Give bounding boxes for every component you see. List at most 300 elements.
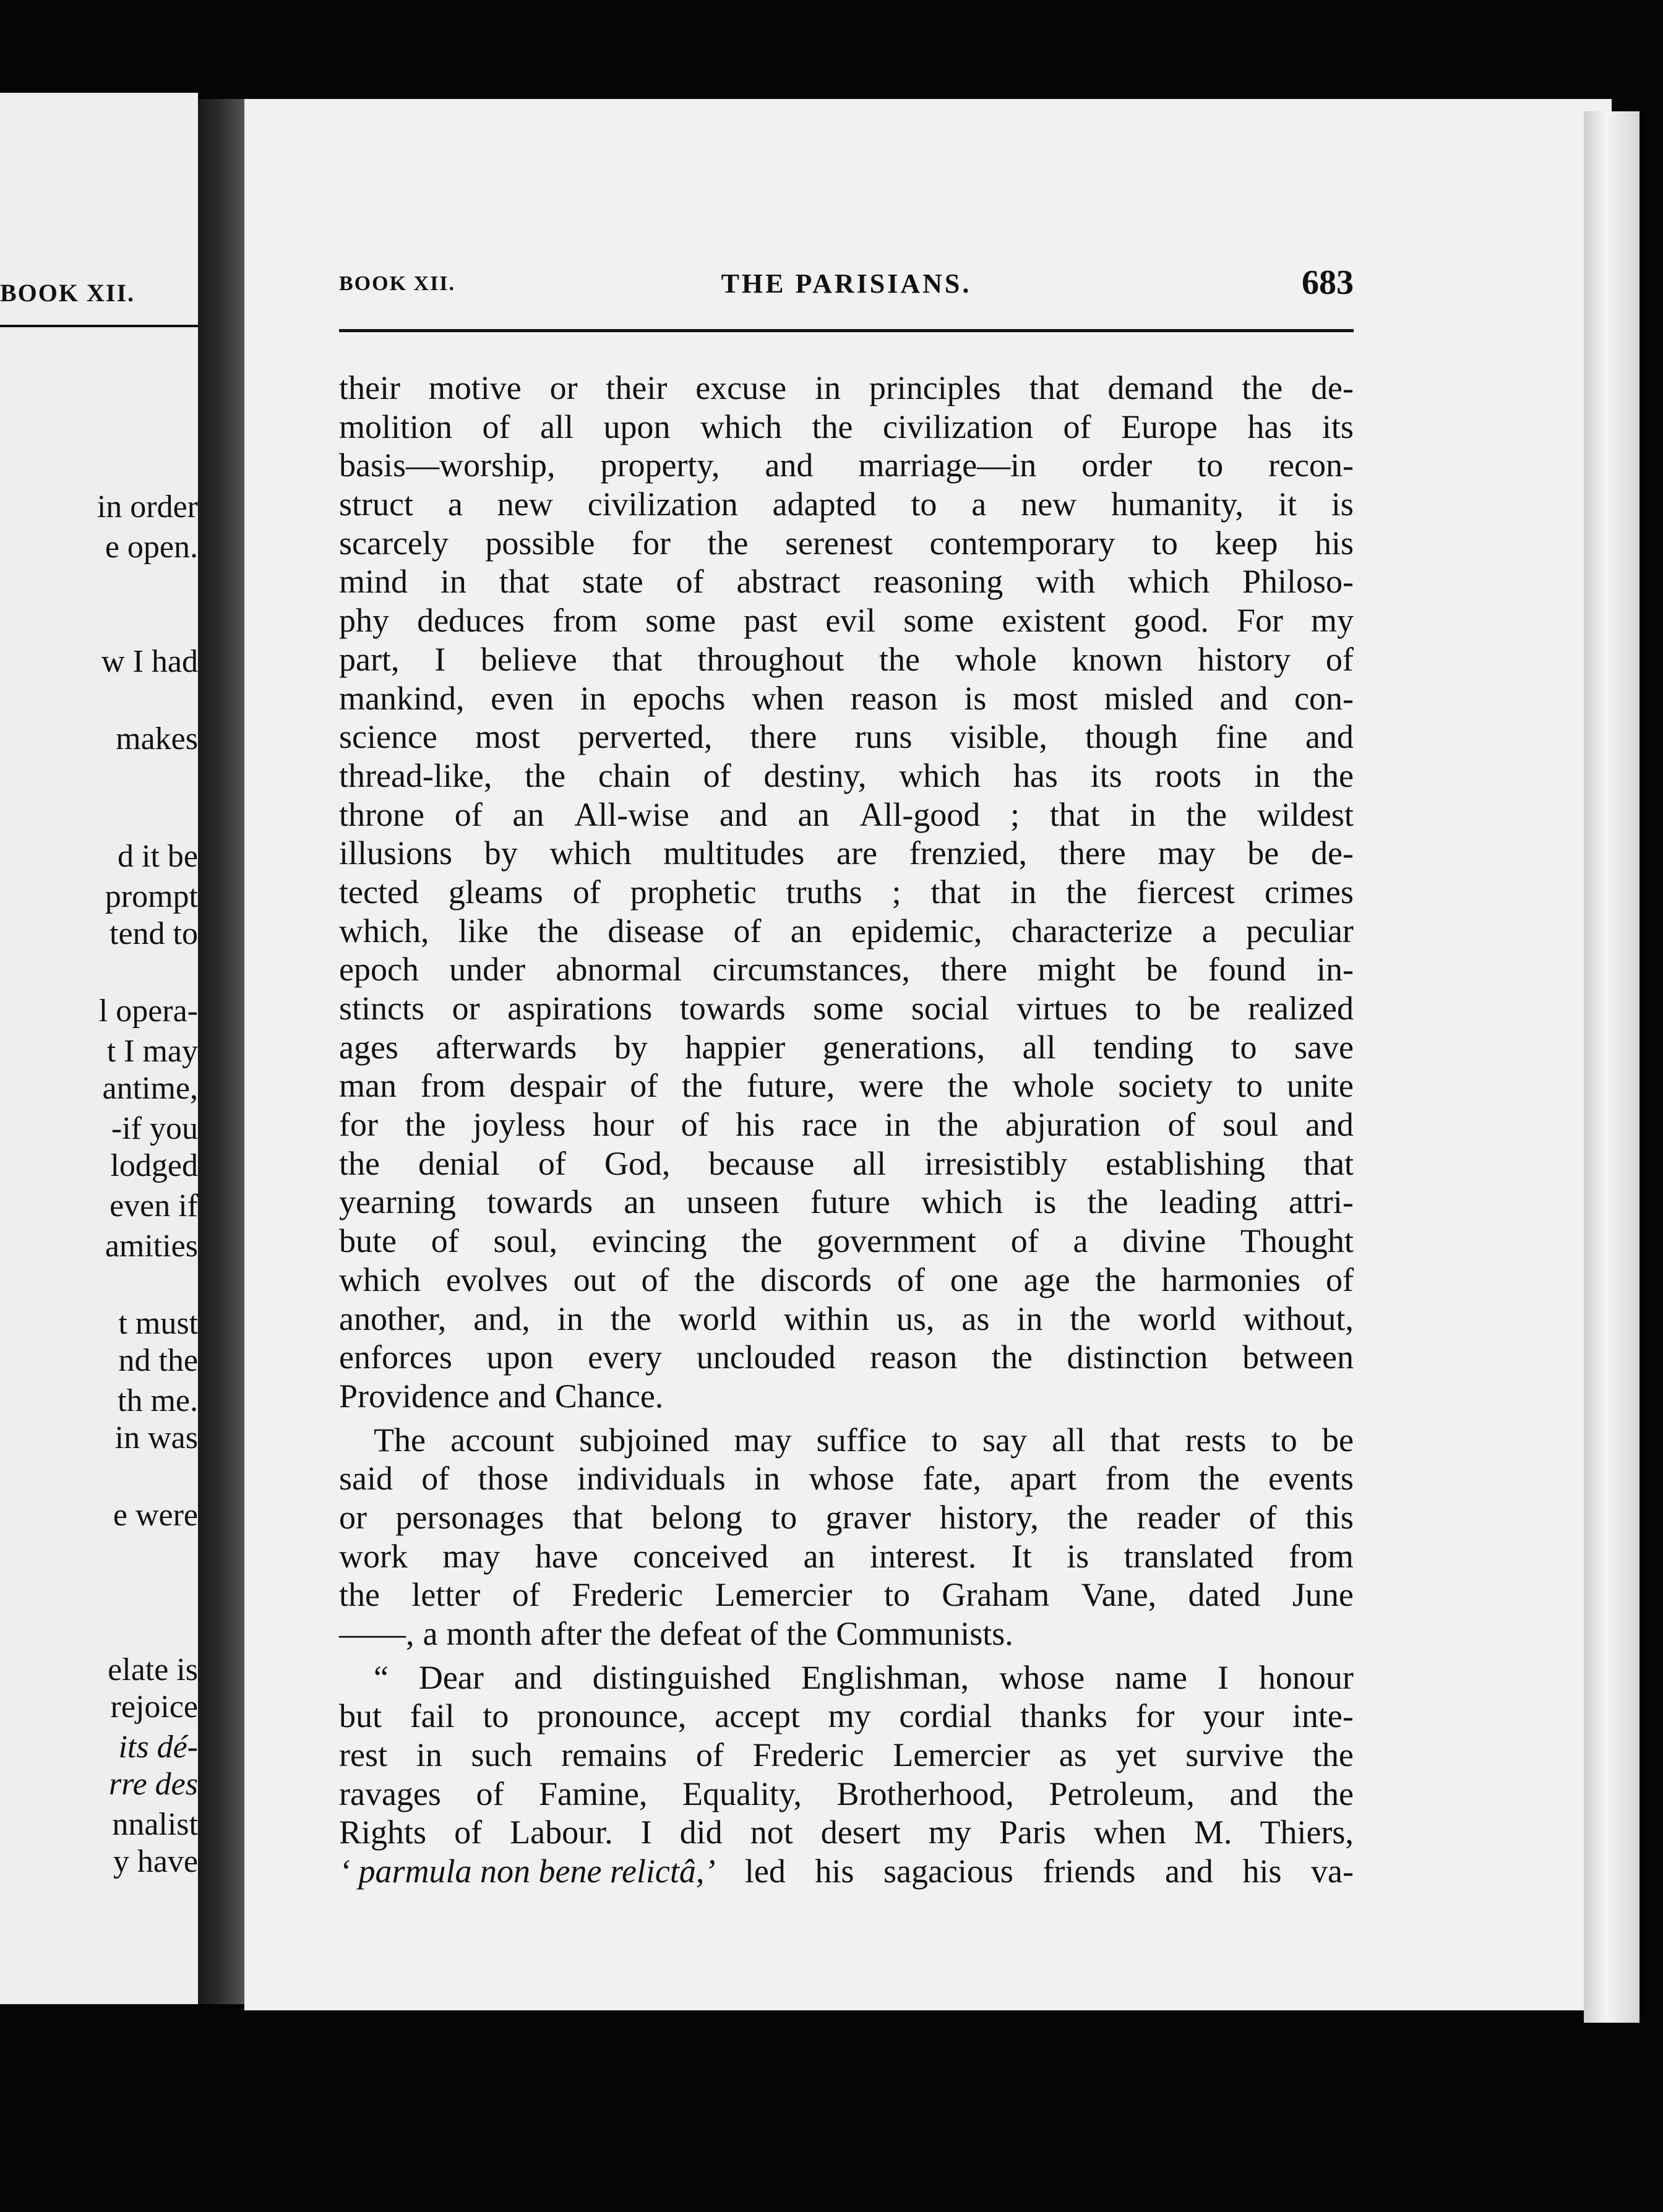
word: Chance. — [554, 1377, 664, 1415]
word: from — [420, 1067, 486, 1105]
word: to — [1197, 447, 1224, 484]
word: the — [1095, 1261, 1137, 1298]
body-text — [339, 369, 1354, 1891]
word: rests — [1185, 1421, 1247, 1459]
word: under — [449, 951, 526, 988]
word: belong — [651, 1498, 742, 1536]
left-page-fragment: nnalist — [112, 1807, 198, 1842]
word: basis—worship, — [339, 447, 556, 484]
word: is — [964, 679, 987, 717]
word: found — [1208, 951, 1286, 988]
text-line — [339, 1658, 1354, 1697]
word: were — [859, 1067, 924, 1105]
word: the — [525, 757, 566, 794]
word: fate, — [922, 1460, 981, 1498]
word: has — [1247, 408, 1292, 445]
word: de- — [1310, 834, 1354, 872]
word: stincts — [339, 990, 425, 1027]
text-line — [339, 950, 1354, 989]
word: there — [1059, 834, 1126, 872]
word: of — [421, 1460, 450, 1498]
word: that — [1304, 1144, 1354, 1182]
word: The — [374, 1421, 426, 1459]
word: leading — [1159, 1183, 1258, 1221]
word: save — [1294, 1028, 1354, 1066]
word: the — [610, 1300, 651, 1337]
word: Englishman, — [801, 1658, 969, 1696]
word: of — [1248, 1498, 1277, 1536]
left-page-fragment: tend to — [110, 916, 198, 951]
word: molition — [339, 408, 453, 445]
left-page-fragment: rre des — [109, 1767, 198, 1802]
word: upon — [603, 408, 671, 445]
word: enforces — [339, 1339, 452, 1376]
word: age — [1023, 1261, 1070, 1298]
word: possible — [485, 524, 595, 562]
text-line — [339, 1775, 1354, 1814]
word: of — [572, 873, 601, 911]
text-line — [339, 718, 1354, 757]
word: perverted, — [577, 718, 713, 756]
word: to — [1271, 1421, 1297, 1459]
word: when — [1093, 1814, 1166, 1851]
word: the — [812, 408, 853, 445]
word: runs — [854, 718, 913, 756]
word: of — [695, 1736, 724, 1774]
word: struct — [339, 486, 413, 523]
word: from — [1288, 1537, 1354, 1575]
word: his — [1314, 524, 1354, 562]
word: to — [1231, 1028, 1257, 1066]
word: future — [810, 1183, 890, 1221]
word: and — [719, 795, 768, 833]
word: serenest — [785, 524, 893, 562]
word: of — [896, 1261, 925, 1298]
word: remains — [561, 1736, 668, 1774]
word: happier — [685, 1028, 786, 1066]
word: defeat — [660, 1615, 742, 1652]
word: Lemercier — [715, 1576, 853, 1614]
word: excuse — [695, 369, 787, 406]
word: that — [1110, 1421, 1161, 1459]
word: keep — [1214, 524, 1278, 562]
word: destiny, — [763, 757, 867, 794]
text-line — [339, 1222, 1354, 1261]
word: whose — [999, 1658, 1085, 1696]
word: of — [482, 408, 510, 445]
word: the — [741, 1222, 783, 1260]
text-line — [339, 1028, 1354, 1067]
word: whose — [809, 1460, 895, 1498]
text-line — [339, 1813, 1354, 1852]
word: to — [483, 1697, 509, 1735]
word: motive — [428, 369, 522, 406]
word: deduces — [417, 602, 525, 640]
text-line — [339, 834, 1354, 873]
word: after — [540, 1615, 602, 1652]
word: one — [950, 1261, 999, 1298]
word: future, — [746, 1067, 835, 1105]
word: the — [610, 1615, 651, 1652]
word: the — [339, 1576, 380, 1614]
word: part, — [339, 640, 400, 678]
word: between — [1242, 1339, 1354, 1376]
left-page-fragment: rejoice — [110, 1689, 198, 1725]
word: month — [446, 1615, 532, 1652]
word: society — [1118, 1067, 1213, 1105]
word: the — [682, 1067, 723, 1105]
word: hour — [592, 1106, 654, 1144]
word: recon- — [1268, 447, 1354, 484]
word: Labour. — [510, 1814, 613, 1851]
word: Providence — [339, 1377, 489, 1415]
word: June — [1292, 1576, 1354, 1614]
word: is — [1067, 1537, 1089, 1575]
text-line — [339, 757, 1354, 795]
book-gutter — [198, 99, 247, 2004]
text-line — [339, 873, 1354, 912]
word: might — [1038, 951, 1116, 988]
word: that — [1029, 369, 1080, 406]
word: an — [624, 1183, 656, 1221]
word: some — [645, 602, 716, 640]
word: my — [928, 1814, 971, 1851]
word: in — [814, 369, 841, 406]
word: the — [947, 1067, 989, 1105]
word: an — [512, 795, 544, 833]
word: that — [572, 1498, 623, 1536]
word: science — [339, 718, 437, 756]
word: reason — [870, 1339, 958, 1376]
word: did — [679, 1814, 723, 1851]
word: and — [1219, 679, 1268, 717]
word: virtues — [1016, 990, 1108, 1027]
word: Thiers, — [1260, 1814, 1354, 1851]
word: honour — [1258, 1658, 1354, 1696]
word: their — [339, 369, 400, 406]
word: his — [1242, 1853, 1282, 1890]
word: For — [1236, 602, 1283, 640]
text-line — [339, 1261, 1354, 1300]
word: race — [802, 1106, 857, 1144]
word: unite — [1286, 1067, 1354, 1105]
word: has — [1013, 757, 1058, 794]
word: All-good — [859, 795, 981, 833]
word: personages — [395, 1498, 544, 1536]
left-head-rule — [0, 325, 198, 327]
word: Thought — [1240, 1222, 1354, 1260]
word: All-wise — [574, 795, 690, 833]
word: the — [879, 640, 920, 678]
word: letter — [411, 1576, 481, 1614]
word: ; — [892, 873, 901, 911]
word: of — [454, 1814, 483, 1851]
word: a — [447, 486, 463, 523]
running-head-book: BOOK XII. — [339, 272, 456, 295]
word: whole — [955, 640, 1037, 678]
word: the — [1312, 1775, 1354, 1812]
word: to — [931, 1421, 958, 1459]
word: be — [1322, 1421, 1354, 1459]
word: which — [339, 1261, 421, 1298]
word: may — [1158, 834, 1216, 872]
word: God, — [604, 1144, 671, 1182]
word: abnormal — [556, 951, 682, 988]
word: not — [750, 1814, 793, 1851]
word: order — [1081, 447, 1153, 484]
word: be — [1146, 951, 1178, 988]
word: ravages — [339, 1775, 441, 1812]
word: reader — [1137, 1498, 1221, 1536]
word: soul — [1223, 1106, 1279, 1144]
word: principles — [869, 369, 1001, 406]
left-page-fragment: w I had — [101, 644, 198, 679]
text-line — [339, 1614, 1354, 1653]
word: irresistibly — [924, 1144, 1068, 1182]
text-line — [339, 369, 1354, 408]
word: aspirations — [507, 990, 653, 1027]
word: the — [538, 912, 578, 950]
text-line — [339, 1852, 1354, 1891]
word: thanks — [1020, 1697, 1107, 1735]
word: of — [641, 1261, 669, 1298]
word: known — [1072, 640, 1163, 678]
word: work — [339, 1537, 408, 1575]
left-page-fragment: amities — [105, 1228, 198, 1264]
left-page — [0, 93, 198, 2004]
word: whole — [1012, 1067, 1094, 1105]
text-line — [339, 408, 1354, 447]
word: of — [1010, 1222, 1039, 1260]
word: good. — [1133, 602, 1209, 640]
word: and — [1229, 1775, 1278, 1812]
word: establishing — [1106, 1144, 1266, 1182]
running-head — [339, 263, 1354, 306]
word: the — [694, 1261, 736, 1298]
word: there — [940, 951, 1008, 988]
word: or — [452, 990, 480, 1027]
text-line — [339, 1498, 1354, 1537]
word: inte- — [1292, 1697, 1354, 1735]
word: survive — [1185, 1736, 1284, 1774]
word: of — [630, 1067, 658, 1105]
word: towards — [487, 1183, 593, 1221]
word: which — [549, 834, 632, 872]
word: and — [1305, 1106, 1354, 1144]
word: in — [416, 1736, 442, 1774]
word: the — [1312, 757, 1354, 794]
word: the — [1087, 1183, 1128, 1221]
word: in — [1016, 1300, 1043, 1337]
word: my — [828, 1697, 871, 1735]
word: subjoined — [579, 1421, 710, 1459]
left-page-fragment: d it be — [118, 839, 198, 874]
word: of — [681, 1106, 709, 1144]
text-line — [339, 912, 1354, 951]
word: thread-like, — [339, 757, 492, 794]
word: may — [734, 1421, 792, 1459]
word: unseen — [686, 1183, 780, 1221]
word: his — [736, 1106, 775, 1144]
word: this — [1305, 1498, 1354, 1536]
word: social — [911, 990, 989, 1027]
left-page-fragment: e open. — [105, 529, 198, 565]
word: that — [499, 563, 549, 601]
word: Vane, — [1081, 1576, 1157, 1614]
text-line — [339, 1105, 1354, 1144]
word: world — [678, 1300, 757, 1337]
word: to — [771, 1498, 797, 1536]
word: state — [582, 563, 643, 601]
word: world — [1138, 1300, 1216, 1337]
word: to — [1135, 990, 1161, 1027]
text-line — [339, 562, 1354, 601]
text-line — [339, 1183, 1354, 1222]
word: for — [339, 1106, 378, 1144]
word: con- — [1294, 679, 1354, 717]
word: ; — [1010, 795, 1020, 833]
left-page-fragment: antime, — [102, 1071, 198, 1106]
left-page-fragment: makes — [116, 721, 198, 757]
word: of — [1325, 640, 1354, 678]
word: Paris — [999, 1814, 1066, 1851]
word: apart — [1010, 1460, 1077, 1498]
word: because — [708, 1144, 815, 1182]
word: tending — [1093, 1028, 1194, 1066]
word: mankind, — [339, 679, 465, 717]
word: gleams — [448, 873, 543, 911]
running-head-title: THE PARISIANS. — [721, 268, 972, 299]
word: led — [744, 1853, 786, 1890]
word: and — [1164, 1853, 1213, 1890]
word: suffice — [816, 1421, 907, 1459]
word: some — [813, 990, 884, 1027]
left-page-fragment: in order — [97, 489, 198, 525]
page-edge — [1584, 111, 1639, 2023]
word: generations, — [822, 1028, 986, 1066]
text-line — [339, 989, 1354, 1028]
word: every — [588, 1339, 663, 1376]
word: may — [442, 1537, 501, 1575]
word: the — [339, 1144, 380, 1182]
word: distinction — [1067, 1339, 1208, 1376]
word: account — [450, 1421, 555, 1459]
word: crimes — [1264, 873, 1354, 911]
word: the — [405, 1106, 446, 1144]
left-page-fragment: prompt — [105, 879, 198, 914]
word: events — [1268, 1460, 1354, 1498]
word: a — [971, 486, 987, 523]
left-page-fragment: e were — [113, 1498, 198, 1533]
left-page-fragment: elate is — [108, 1652, 198, 1687]
word: harmonies — [1161, 1261, 1301, 1298]
word: name — [1115, 1658, 1188, 1696]
word: of — [476, 1775, 504, 1812]
word: in- — [1316, 951, 1354, 988]
word: is — [1331, 486, 1354, 523]
word: without, — [1243, 1300, 1354, 1337]
word: throne — [339, 795, 424, 833]
word: the — [786, 1615, 828, 1652]
italic-quote: ‘ parmula non bene relictâ,’ — [339, 1853, 716, 1890]
word: or — [339, 1498, 367, 1536]
word: for — [1135, 1697, 1175, 1735]
word: upon — [486, 1339, 554, 1376]
word: pronounce, — [537, 1697, 687, 1735]
word: mind — [339, 563, 408, 601]
word: despair — [509, 1067, 606, 1105]
word: civilization — [883, 408, 1033, 445]
word: Frederic — [752, 1736, 864, 1774]
word: by — [614, 1028, 648, 1066]
word: and — [765, 447, 814, 484]
word: epidemic, — [851, 912, 982, 950]
left-page-fragment: in was — [114, 1420, 198, 1455]
word: in — [754, 1460, 781, 1498]
word: your — [1203, 1697, 1265, 1735]
word: epoch — [339, 951, 419, 988]
text-line — [339, 640, 1354, 679]
word: It — [1011, 1537, 1032, 1575]
word: new — [1021, 486, 1077, 523]
word: translated — [1124, 1537, 1254, 1575]
word: wildest — [1257, 795, 1354, 833]
word: and — [497, 1377, 546, 1415]
word: which — [921, 1183, 1003, 1221]
word: a — [423, 1615, 438, 1652]
word: reasoning — [873, 563, 1003, 601]
word: demand — [1107, 369, 1214, 406]
word: Communists. — [836, 1615, 1013, 1652]
word: the — [1070, 1300, 1111, 1337]
word: a — [1073, 1222, 1088, 1260]
word: past — [744, 602, 798, 640]
text-line — [339, 1421, 1354, 1460]
word: my — [1310, 602, 1354, 640]
word: in — [1130, 795, 1156, 833]
word: of — [750, 1615, 778, 1652]
word: in — [884, 1106, 911, 1144]
word: individuals — [577, 1460, 726, 1498]
word: Equality, — [682, 1775, 802, 1812]
word: denial — [418, 1144, 500, 1182]
word: all — [540, 408, 574, 445]
word: discords — [760, 1261, 872, 1298]
word: with — [1036, 563, 1096, 601]
word: that — [1049, 795, 1100, 833]
word: contemporary — [929, 524, 1115, 562]
left-page-fragment: t must — [118, 1306, 198, 1341]
word: an — [797, 795, 830, 833]
word: misled — [1104, 679, 1193, 717]
word: I — [640, 1814, 652, 1851]
word: fiercest — [1137, 873, 1235, 911]
word: but — [339, 1697, 382, 1735]
word: government — [817, 1222, 977, 1260]
word: have — [535, 1537, 598, 1575]
word: friends — [1042, 1853, 1136, 1890]
word: peculiar — [1246, 912, 1354, 950]
word: illusions — [339, 834, 453, 872]
word: history, — [939, 1498, 1039, 1536]
word: Philoso- — [1242, 563, 1354, 601]
word: I — [434, 640, 446, 678]
word: phy — [339, 602, 389, 640]
word: prophetic — [630, 873, 757, 911]
word: in — [580, 679, 606, 717]
word: an — [790, 912, 822, 950]
head-rule — [339, 329, 1354, 332]
